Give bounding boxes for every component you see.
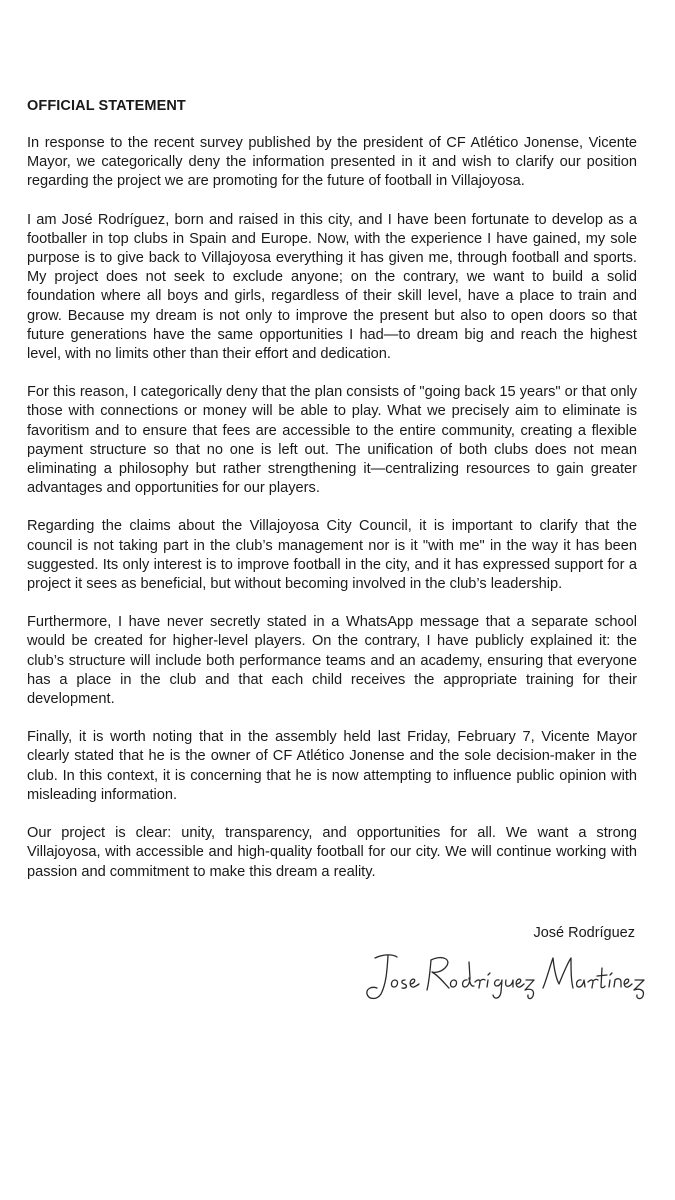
signer-name: José Rodríguez [533, 925, 635, 941]
paragraph-whatsapp: Furthermore, I have never secretly stated in a WhatsApp message that a separate school would be created for higher-level players. On the contrary, I have publicly explained it: the club’s structure will include both performance teams and an academy, ensuring that everyone has a place in the club and that each child receives the appropriate training for their development. [27, 614, 637, 708]
paragraph-assembly: Finally, it is worth noting that in the assembly held last Friday, February 7, Vicente Mayor clearly stated that he is the owner of CF Atlético Jonense and the sole decision-maker in the club. In this context, it is concerning that he is now attempting to influence public opinion with misleading information. [27, 729, 637, 803]
handwritten-signature [357, 944, 657, 1006]
paragraph-denial: For this reason, I categorically deny that the plan consists of "going back 15 years" or that only those with connections or money will be able to play. What we precisely aim to eliminate is favoritism and to ensure that fees are accessible to the entire community, creating a flexible payment structure so that no one is left out. The unification of both clubs does not mean eliminating a philosophy but rather strengthening it—centralizing resources to gain greater advantages and opportunities for our players. [27, 384, 637, 497]
statement-document [27, 96, 637, 941]
paragraph-conclusion: Our project is clear: unity, transparency, and opportunities for all. We want a strong Villajoyosa, with accessible and high-quality football for our city. We will continue working with passion and commitment to make this dream a reality. [27, 825, 637, 880]
statement-title: OFFICIAL STATEMENT [27, 98, 186, 114]
paragraph-city-council: Regarding the claims about the Villajoyosa City Council, it is important to clarify that the council is not taking part in the club’s management nor is it "with me" in the way it has been suggested. Its only interest is to improve football in the city, and it has expressed support for a project it sees as beneficial, but without becoming involved in the club’s leadership. [27, 518, 637, 593]
paragraph-intro: In response to the recent survey published by the president of CF Atlético Jonense, Vicente Mayor, we categorically deny the information presented in it and wish to clarify our position regarding the project we are promoting for the future of football in Villajoyosa. [27, 135, 637, 190]
paragraph-background: I am José Rodríguez, born and raised in this city, and I have been fortunate to develop as a footballer in top clubs in Spain and Europe. Now, with the experience I have gained, my sole purpose is to give back to Villajoyosa everything it has given me, through football and sports. My project does not seek to exclude anyone; on the contrary, we want to build a solid foundation where all boys and girls, regardless of their skill level, have a place to train and grow. Because my dream is not only to improve the present but also to open doors so that future generations have the same opportunities I had—to dream big and reach the highest level, with no limits other than their effort and dedication. [27, 211, 637, 363]
